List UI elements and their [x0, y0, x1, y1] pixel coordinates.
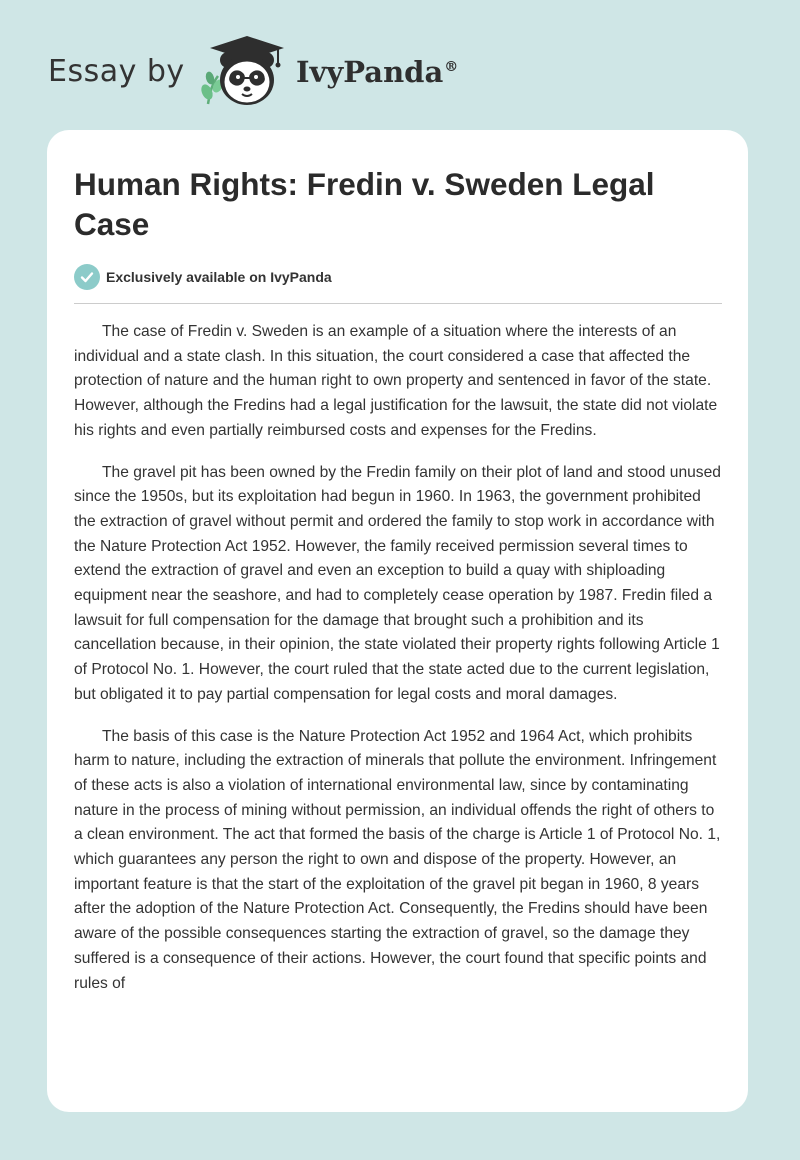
essay-paragraph: The basis of this case is the Nature Protection Act 1952 and 1964 Act, which prohibits harm to nature, including the extraction of minerals that pollute the environment. Infringement of these acts is also a violation of international environmental law, since by contaminating nature in the process of mining without permission, an individual offends the right of others to a clean environment. The act that formed the basis of the charge is Article 1 of Protocol No. 1, which guarantees any person the right to own and dispose of the property. However, an important feature is that the start of the exploitation of the gravel pit began in 1960, 8 years after the adoption of the Nature Protection Act. Consequently, the Fredins should have been aware of the possible consequences starting the extraction of gravel, so the damage they suffered is a consequence of their actions. However, the court found that specific points and rules of	[74, 727, 721, 992]
ivypanda-wordmark[interactable]	[296, 55, 458, 89]
essay-paragraph: The gravel pit has been owned by the Fredin family on their plot of land and stood unused since the 1950s, but its exploitation had begun in 1960. In 1963, the government prohibited the extraction of gravel without permit and ordered the family to stop work in accordance with the Nature Protection Act 1952. However, the family received permission several times to extend the extraction of gravel and even an exception to build a quay with shiploading equipment near the seashore, and had to completely cease operation by 1987. Fredin filed a lawsuit for full compensation for the damage that brought such a prohibition and its cancellation because, in their opinion, the state violated their property rights following Article 1 of Protocol No. 1. However, the court ruled that the state acted due to the current legislation, but obligated it to pay partial compensation for legal costs and moral damages.	[74, 463, 721, 703]
exclusive-badge	[74, 264, 332, 290]
essay-by-label: Essay by	[48, 54, 185, 89]
essay-paragraph: The case of Fredin v. Sweden is an example of a situation where the interests of an individual and a state clash. In this situation, the court considered a case that affected the protection of nature and the human right to own property and sentenced in favor of the state. However, although the Fredins had a legal justification for the lawsuit, the state did not violate his rights and even partially reimbursed costs and expenses for the Fredins.	[74, 323, 718, 439]
title-divider	[74, 303, 722, 304]
exclusive-badge-label: Exclusively available on IvyPanda	[106, 269, 332, 285]
check-circle-icon	[74, 264, 100, 290]
essay-title: Human Rights: Fredin v. Sweden Legal Case	[74, 166, 655, 242]
panda-graduate-icon[interactable]	[198, 34, 294, 110]
site-header	[48, 30, 508, 110]
essay-body	[74, 320, 726, 1013]
essay-card	[47, 130, 748, 1112]
registered-mark: ®	[444, 59, 459, 76]
brand-name-text: IvyPanda	[296, 55, 444, 89]
